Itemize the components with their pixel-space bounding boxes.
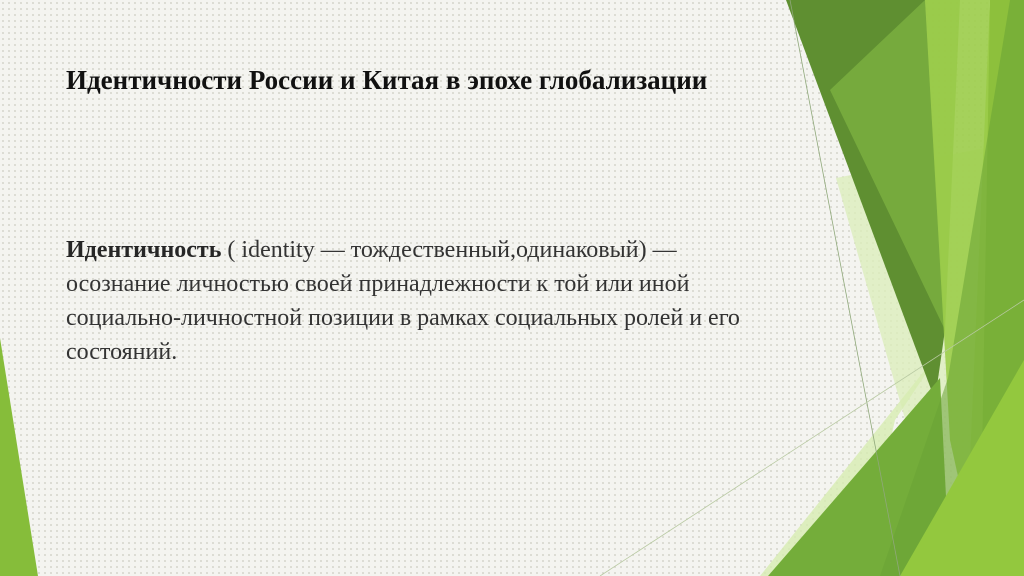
definition-text: ( identity — тождественный,одинаковый) — осознание личностью своей принадлежности к той или иной социально-личностной позиции в рамках социальных ролей и его состояний. <box>66 237 740 365</box>
definition-paragraph <box>66 233 771 369</box>
definition-term: Идентичность <box>66 237 222 263</box>
slide-title: Идентичности России и Китая в эпохе глобализации <box>66 65 708 95</box>
facet-left-edge <box>0 338 38 576</box>
